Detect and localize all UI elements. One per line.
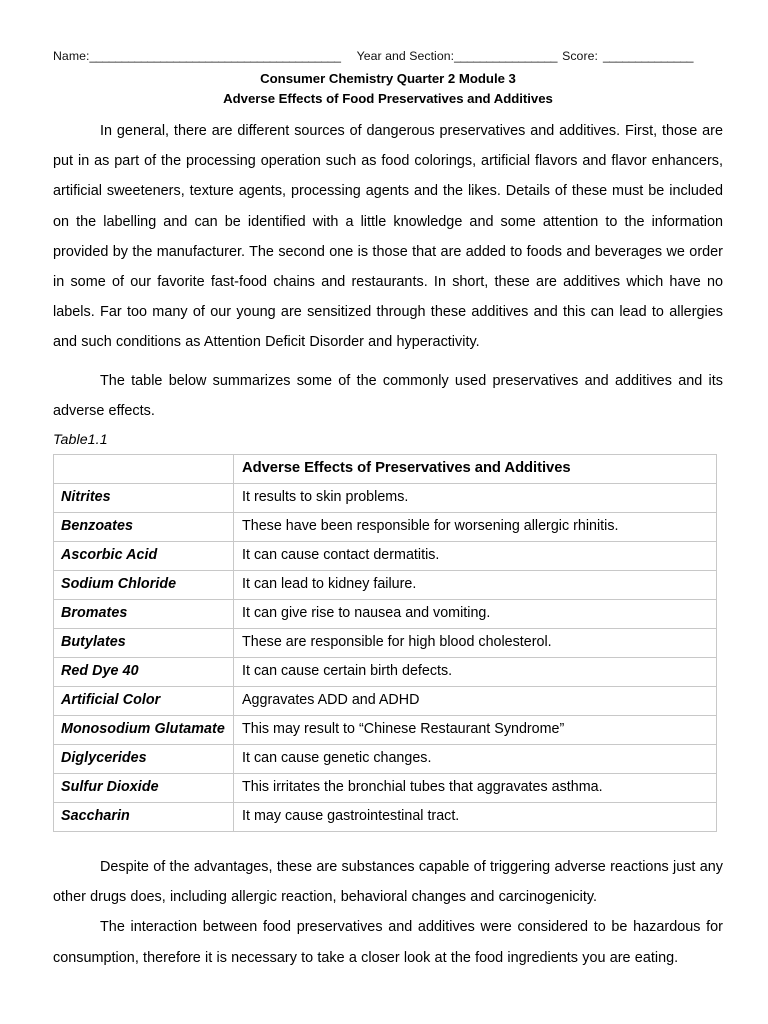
table-row [54,716,717,745]
closing-section [53,852,723,973]
substance-effect: These have been responsible for worsening allergic rhinitis. [234,513,717,542]
table-row [54,513,717,542]
substance-effect: It can cause genetic changes. [234,745,717,774]
name-label: Name: [53,49,90,63]
substance-name: Butylates [54,629,234,658]
substance-effect: It can cause certain birth defects. [234,658,717,687]
substance-effect: This may result to “Chinese Restaurant Syndrome” [234,716,717,745]
substance-name: Ascorbic Acid [54,542,234,571]
paragraph-closing-two: The interaction between food preservatives and additives were considered to be hazardous for consumption, therefore it is necessary to take a closer look at the food ingredients you are eating. [53,919,723,966]
table-row [54,600,717,629]
substance-name: Sodium Chloride [54,571,234,600]
module-subtitle: Adverse Effects of Food Preservatives and Additives [223,91,553,106]
substance-name: Monosodium Glutamate [54,716,234,745]
table-header-effects: Adverse Effects of Preservatives and Additives [234,455,717,484]
table-header-row [54,455,717,484]
paragraph-closing-one: Despite of the advantages, these are substances capable of triggering adverse reactions just any other drugs does, including allergic reaction, behavioral changes and carcinogenicity. [53,859,723,906]
year-section-label: Year and Section: [356,49,455,63]
substance-name: Diglycerides [54,745,234,774]
table-row [54,542,717,571]
substance-name: Benzoates [54,513,234,542]
substance-effect: This irritates the bronchial tubes that aggravates asthma. [234,774,717,803]
table-head [54,455,717,484]
substance-name: Saccharin [54,803,234,832]
substance-name: Nitrites [54,484,234,513]
table-row [54,803,717,832]
substance-name: Sulfur Dioxide [54,774,234,803]
table-body [54,484,717,832]
substance-effect: These are responsible for high blood cholesterol. [234,629,717,658]
paragraph-spacer [53,358,723,366]
table-row [54,687,717,716]
table-row [54,571,717,600]
substance-effect: It can lead to kidney failure. [234,571,717,600]
substance-effect: It can cause contact dermatitis. [234,542,717,571]
student-identification-line [53,48,723,64]
paragraph-table-intro: The table below summarizes some of the commonly used preservatives and additives and its adverse effects. [53,372,723,419]
year-section-blank-field[interactable]: ________________ [454,49,558,63]
table-caption: Table1.1 [53,432,108,449]
table-row [54,484,717,513]
table-row [54,658,717,687]
table-row [54,629,717,658]
substance-name: Artificial Color [54,687,234,716]
substance-name: Red Dye 40 [54,658,234,687]
paragraph-intro: In general, there are different sources of dangerous preservatives and additives. First, those are put in as part of the processing operation such as food colorings, artificial flavors and flavor enhancers, artificial sweeteners, texture agents, processing agents and the likes. Details of these must be included on the labelling and can be identified with a little knowledge and some attention to the information provided by the manufacturer. The second one is those that are added to foods and beverages we order in some of our favorite fast-food chains and restaurants. In short, these are additives which have no labels. Far too many of our young are sensitized through these additives and this can lead to allergies and such conditions as Attention Deficit Disorder and hyperactivity. [53,123,723,351]
score-blank-field[interactable]: ______________ [602,49,694,63]
module-title: Consumer Chemistry Quarter 2 Module 3 [260,71,516,86]
substance-effect: It may cause gastrointestinal tract. [234,803,717,832]
table-header-substance [54,455,234,484]
substance-effect: It can give rise to nausea and vomiting. [234,600,717,629]
substance-name: Bromates [54,600,234,629]
table-row [54,745,717,774]
adverse-effects-table [53,454,717,832]
substance-effect: It results to skin problems. [234,484,717,513]
table-row [54,774,717,803]
name-blank-field[interactable]: _______________________________________ [89,49,341,63]
substance-effect: Aggravates ADD and ADHD [234,687,717,716]
score-label: Score: [562,49,598,63]
